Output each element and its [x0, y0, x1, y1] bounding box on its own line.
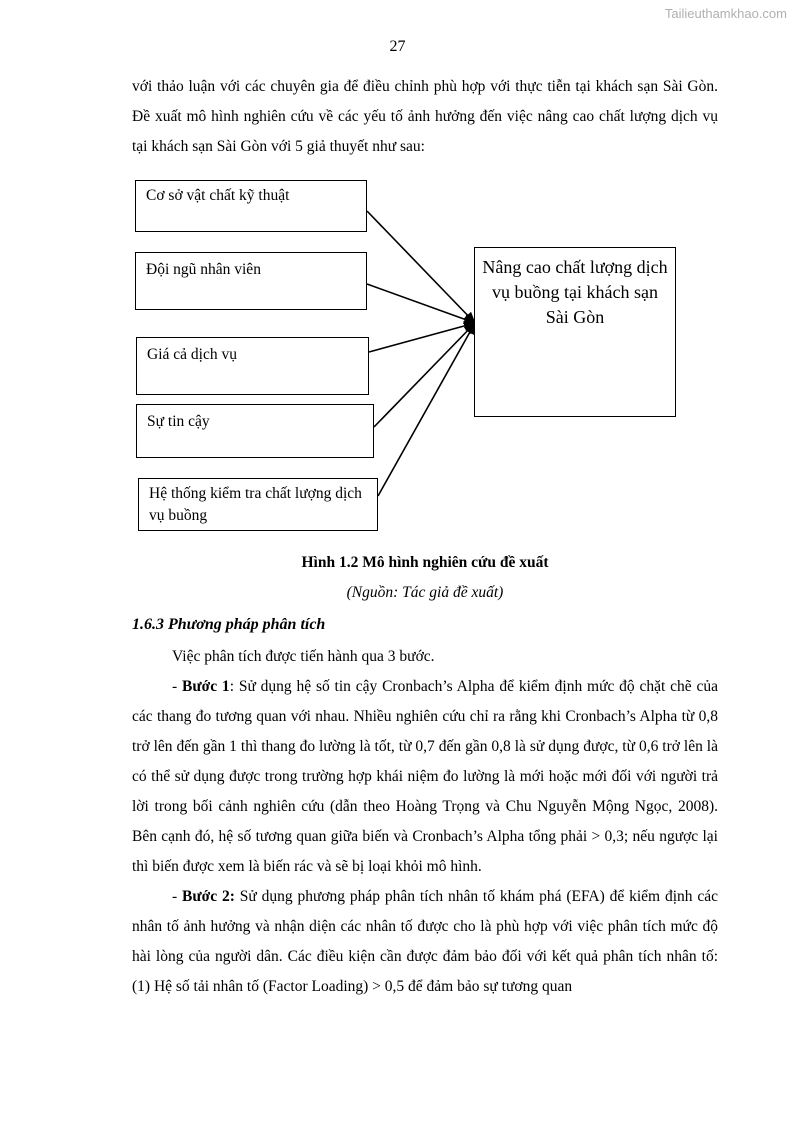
intro-paragraph: với thảo luận với các chuyên gia để điều chỉnh phù hợp với thực tiễn tại khách sạn Sài Gòn. Đề xuất mô hình nghiên cứu về các yếu tố ảnh hưởng đến việc nâng cao chất lượng dịch vụ tại khách sạn Sài Gòn với 5 giả thuyết như sau: — [132, 78, 718, 155]
page-number: 27 — [389, 38, 406, 55]
step-1-paragraph: - Bước 1: Sử dụng hệ số tin cậy Cronbach’s Alpha để kiểm định mức độ chặt chẽ của các thang đo tương quan với nhau. Nhiều nghiên cứu chỉ ra rằng khi Cronbach’s Alpha từ 0,8 trở lên đến gần 1 thì thang đo lường là tốt, từ 0,7 đến gần 0,8 là sử dụng được, từ 0,6 trở lên là có thể sử dụng được trong trường hợp khái niệm đo lường là mới hoặc mới đối với người trả lời trong bối cảnh nghiên cứu (dẫn theo Hoàng Trọng và Chu Nguyễn Mộng Ngọc, 2008). Bên cạnh đó, hệ số tương quan giữa biến và Cronbach’s Alpha tổng phải > 0,3; nếu ngược lại thì biến được xem là biến rác và sẽ bị loại khỏi mô hình. — [132, 678, 718, 875]
step-2-label: Bước 2: — [182, 888, 235, 905]
analysis-intro: Việc phân tích được tiến hành qua 3 bước. — [172, 648, 435, 665]
arrow-4 — [374, 323, 475, 427]
step-2-text: Sử dụng phương pháp phân tích nhân tố khám phá (EFA) để kiểm định các nhân tố ảnh hưởng và nhận diện các nhân tố được cho là phù hợp với việc phân tích mức độ hài lòng của người dân. Các điều kiện cần được đảm bảo đối với kết quả phân tích nhân tố: (1) Hệ số tải nhân tố (Factor Loading) > 0,5 để đảm bảo sự tương quan — [132, 888, 718, 995]
arrow-1 — [367, 211, 475, 323]
factor-box-reliability: Sự tin cậy — [136, 404, 374, 458]
figure-source: (Nguồn: Tác giả đề xuất) — [346, 584, 504, 601]
factor-box-facilities: Cơ sở vật chất kỹ thuật — [135, 180, 367, 232]
step-2-paragraph: - Bước 2: Sử dụng phương pháp phân tích nhân tố khám phá (EFA) để kiểm định các nhân tố ảnh hưởng và nhận diện các nhân tố được cho là phù hợp với việc phân tích mức độ hài lòng của người dân. Các điều kiện cần được đảm bảo đối với kết quả phân tích nhân tố: (1) Hệ số tải nhân tố (Factor Loading) > 0,5 để đảm bảo sự tương quan — [132, 888, 718, 995]
watermark: Tailieuthamkhao.com — [664, 6, 787, 21]
arrow-5 — [378, 323, 475, 496]
step-1-label: Bước 1 — [182, 678, 230, 695]
target-box: Nâng cao chất lượng dịch vụ buồng tại khách sạn Sài Gòn — [474, 247, 676, 417]
figure-caption: Hình 1.2 Mô hình nghiên cứu đề xuất — [301, 554, 549, 571]
arrow-3 — [369, 323, 475, 352]
factor-box-quality-control: Hệ thống kiểm tra chất lượng dịch vụ buồng — [138, 478, 378, 531]
factor-box-staff: Đội ngũ nhân viên — [135, 252, 367, 310]
section-heading: 1.6.3 Phương pháp phân tích — [132, 616, 326, 633]
step-1-text: : Sử dụng hệ số tin cậy Cronbach’s Alpha để kiểm định mức độ chặt chẽ của các thang đo tương quan với nhau. Nhiều nghiên cứu chỉ ra rằng khi Cronbach’s Alpha từ 0,8 trở lên đến gần 1 thì thang đo lường là tốt, từ 0,7 đến gần 0,8 là sử dụng được, từ 0,6 trở lên là có thể sử dụng được trong trường hợp khái niệm đo lường là mới hoặc mới đối với người trả lời trong bối cảnh nghiên cứu (dẫn theo Hoàng Trọng và Chu Nguyễn Mộng Ngọc, 2008). Bên cạnh đó, hệ số tương quan giữa biến và Cronbach’s Alpha tổng phải > 0,3; nếu ngược lại thì biến được xem là biến rác và sẽ bị loại khỏi mô hình. — [132, 678, 718, 875]
factor-box-price: Giá cả dịch vụ — [136, 337, 369, 395]
arrow-2 — [367, 284, 475, 323]
analysis-body — [132, 642, 718, 1002]
